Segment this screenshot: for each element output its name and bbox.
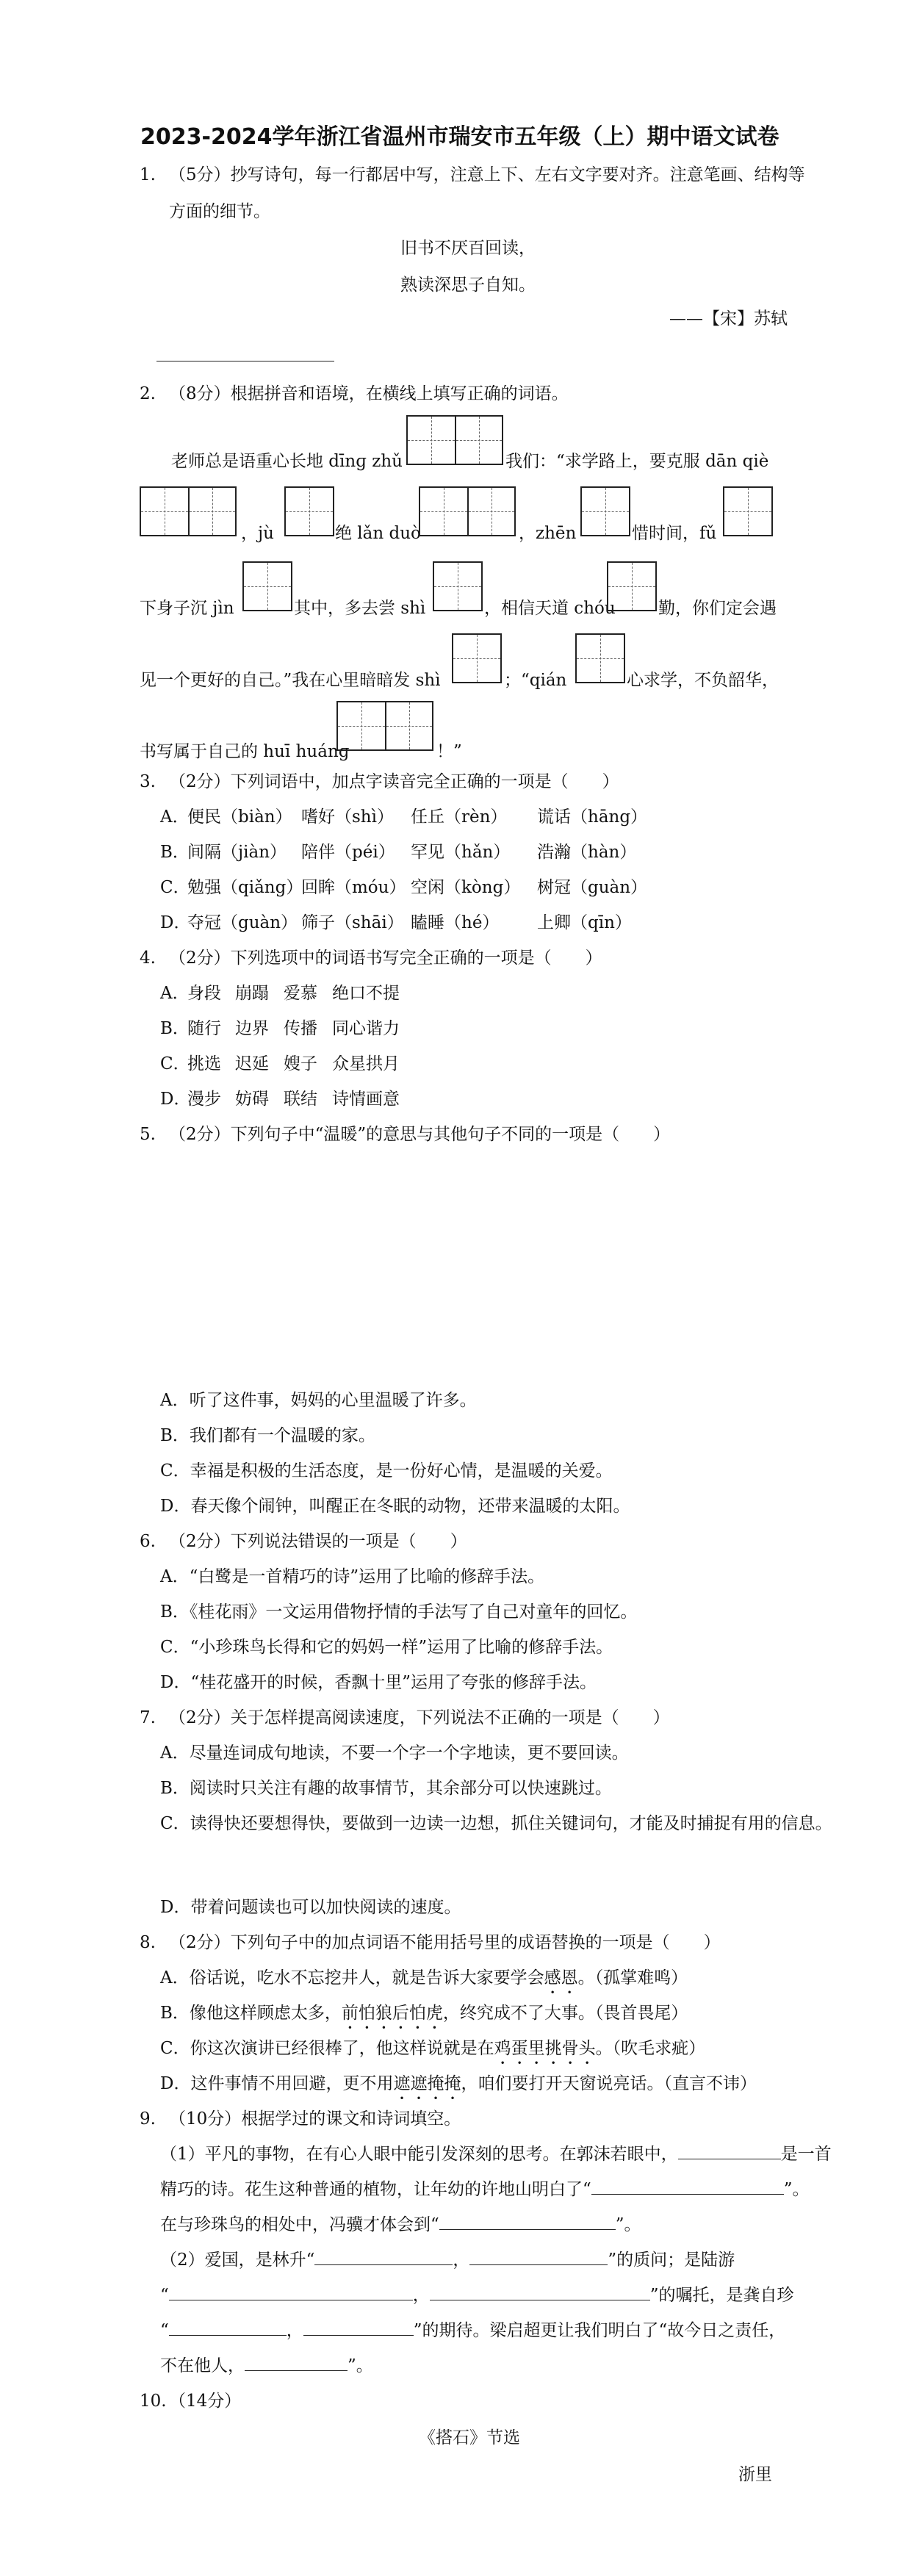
q9-blank-4[interactable] (314, 2248, 453, 2265)
q9-blank-8[interactable] (169, 2319, 287, 2336)
q2-line2-part4: 惜时间，fǔ (632, 524, 717, 543)
q3-d-word1: 夺冠（guàn） (187, 913, 298, 932)
q3-a-word4: 谎话（hāng） (537, 807, 648, 827)
q2-grid-shi[interactable] (433, 561, 483, 611)
q5-option-a[interactable]: A．听了这件事，妈妈的心里温暖了许多。 (160, 1391, 477, 1410)
q5-number: 5. (140, 1125, 156, 1144)
q1-poem-line1: 旧书不厌百回读， (400, 239, 536, 258)
q7-option-b[interactable]: B．阅读时只关注有趣的故事情节，其余部分可以快速跳过。 (160, 1779, 612, 1798)
q2-grid-huihuang[interactable] (336, 701, 433, 751)
q3-d-word2: 筛子（shāi） (301, 913, 404, 932)
q9-p1-line2: 精巧的诗。花生这种普通的植物，让年幼的许地山明白了“ ”。 (160, 2178, 810, 2201)
q5-option-b[interactable]: B．我们都有一个温暖的家。 (160, 1426, 375, 1445)
q2-grid-ju[interactable] (284, 486, 334, 536)
q3-c-word3: 空闲（kòng） (411, 878, 521, 897)
q6-number: 6. (140, 1532, 156, 1551)
q2-line2-part3: ，zhēn (519, 524, 577, 543)
q1-stem-line1: （5分）抄写诗句，每一行都居中写，注意上下、左右文字要对齐。注意笔画、结构等 (169, 165, 805, 184)
q9-blank-9[interactable] (303, 2319, 414, 2336)
q3-a-word3: 任丘（rèn） (411, 807, 508, 827)
q2-grid-qian[interactable] (575, 633, 625, 683)
q2-line3-part1: 下身子沉 jìn (140, 599, 234, 618)
q2-line4-part2: ；“qián (504, 671, 567, 690)
q3-a-word1: 便民（biàn） (187, 807, 292, 827)
q3-stem: （2分）下列词语中，加点字读音完全正确的一项是（ ） (169, 772, 619, 791)
q1-poem-line2: 熟读深思子自知。 (400, 276, 536, 295)
q3-b-word1: 间隔（jiàn） (187, 843, 287, 862)
q10-passage-title: 《搭石》节选 (419, 2428, 520, 2447)
q3-option-d[interactable]: D． (160, 913, 191, 932)
q9-p2-line2: “ ， ”的嘱托，是龚自珍 (160, 2284, 794, 2307)
q9-p2-line3: “ ， ”的期待。梁启超更让我们明白了“故今日之责任， (160, 2319, 785, 2342)
q9-blank-3[interactable] (439, 2213, 616, 2230)
q9-p1-line1: （1）平凡的事物，在有心人眼中能引发深刻的思考。在郭沫若眼中， 是一首 (160, 2143, 832, 2166)
q10-passage-author: 浙里 (738, 2465, 772, 2484)
q4-b-word3: 传播 (284, 1019, 317, 1038)
q2-line5-part2: ！” (436, 742, 462, 761)
q2-line2-part1: ，jù (241, 524, 274, 543)
q2-grid-lanyduo[interactable] (419, 486, 516, 536)
q2-stem: （8分）根据拼音和语境，在横线上填写正确的词语。 (169, 384, 569, 403)
q9-stem: （10分）根据学过的课文和诗词填空。 (169, 2109, 461, 2129)
q3-number: 3. (140, 772, 156, 791)
page-title: 2023-2024学年浙江省温州市瑞安市五年级（上）期中语文试卷 (140, 124, 779, 150)
q2-grid-jin[interactable] (242, 561, 292, 611)
q2-line3-part4: 勤，你们定会遇 (658, 599, 777, 618)
q4-d-word1: 漫步 (187, 1090, 221, 1109)
q9-blank-7[interactable] (430, 2284, 650, 2300)
q3-c-word4: 树冠（guàn） (537, 878, 648, 897)
q9-blank-2[interactable] (591, 2178, 784, 2195)
q9-p1-line3: 在与珍珠鸟的相处中，冯骥才体会到“ ”。 (160, 2213, 641, 2237)
q2-line3-part2: 其中，多去尝 shì (294, 599, 426, 618)
q2-line5-part1: 书写属于自己的 huī huánɡ (140, 742, 350, 761)
q3-option-b[interactable]: B． (160, 843, 190, 862)
q3-b-word3: 罕见（hǎn） (411, 843, 511, 862)
q4-d-word3: 联结 (284, 1090, 317, 1109)
q8-option-d[interactable]: D．这件事情不用回避，更不用遮遮掩掩，咱们要打开天窗说亮话。（直言不讳） (160, 2074, 757, 2093)
q2-grid-danqie[interactable] (140, 486, 237, 536)
q5-option-d[interactable]: D．春天像个闹钟，叫醒正在冬眠的动物，还带来温暖的太阳。 (160, 1497, 630, 1516)
q1-poem-author: ——【宋】苏轼 (669, 309, 788, 328)
q10-stem: （14分） (169, 2392, 242, 2411)
q3-a-word2: 嗜好（shì） (301, 807, 394, 827)
q2-grid-fu[interactable] (723, 486, 773, 536)
q2-grid-shi2[interactable] (452, 633, 502, 683)
q8-option-b[interactable]: B．像他这样顾虑太多，前怕狼后怕虎，终究成不了大事。（畏首畏尾） (160, 2004, 688, 2023)
q2-line2-part2: 绝 lǎn duò (335, 524, 421, 543)
q2-line3-part3: ，相信天道 chóu (484, 599, 616, 618)
q4-a-word3: 爱慕 (284, 984, 317, 1003)
q5-option-c[interactable]: C．幸福是积极的生活态度，是一份好心情，是温暖的关爱。 (160, 1461, 613, 1481)
q4-number: 4. (140, 949, 156, 968)
q1-number: 1. (140, 165, 156, 184)
q4-a-word2: 崩蹋 (235, 984, 269, 1003)
q3-option-a[interactable]: A． (160, 807, 190, 827)
q9-blank-1[interactable] (678, 2143, 781, 2159)
q6-stem: （2分）下列说法错误的一项是（ ） (169, 1532, 467, 1551)
q6-option-d[interactable]: D．“桂花盛开的时候，香飘十里”运用了夸张的修辞手法。 (160, 1673, 597, 1692)
q4-c-word2: 迟延 (235, 1054, 269, 1073)
q7-option-c[interactable]: C．读得快还要想得快，要做到一边读一边想，抓住关键词句，才能及时捕捉有用的信息。 (160, 1814, 832, 1833)
q3-b-word4: 浩瀚（hàn） (537, 843, 637, 862)
q4-stem: （2分）下列选项中的词语书写完全正确的一项是（ ） (169, 949, 602, 968)
q4-b-word1: 随行 (187, 1019, 221, 1038)
q6-option-a[interactable]: A．“白鹭是一首精巧的诗”运用了比喻的修辞手法。 (160, 1567, 545, 1586)
q4-option-c[interactable]: C． (160, 1054, 190, 1073)
q3-d-word4: 上卿（qīn） (537, 913, 632, 932)
q2-line1-part1: 老师总是语重心长地 dīnɡ zhǔ (171, 452, 403, 471)
q4-d-word4: 诗情画意 (332, 1090, 400, 1109)
q4-a-word4: 绝口不提 (332, 984, 400, 1003)
q3-b-word2: 陪伴（péi） (301, 843, 395, 862)
q9-blank-5[interactable] (469, 2248, 608, 2265)
q4-c-word3: 嫂子 (284, 1054, 317, 1073)
q6-option-b[interactable]: B．《桂花雨》一文运用借物抒情的手法写了自己对童年的回忆。 (160, 1602, 638, 1622)
q2-grid-dingzhu[interactable] (406, 415, 503, 465)
q2-number: 2. (140, 384, 156, 403)
q9-blank-10[interactable] (245, 2354, 348, 2371)
q9-p2-line1: （2）爱国，是林升“ ， ”的质问；是陆游 (160, 2248, 735, 2272)
q4-option-a[interactable]: A． (160, 984, 190, 1003)
q3-c-word2: 回眸（móu） (301, 878, 406, 897)
q4-c-word4: 众星拱月 (332, 1054, 400, 1073)
q4-c-word1: 挑选 (187, 1054, 221, 1073)
q7-option-d[interactable]: D．带着问题读也可以加快阅读的速度。 (160, 1898, 461, 1917)
q8-option-a[interactable]: A．俗话说，吃水不忘挖井人，就是告诉大家要学会感恩。（孤掌难鸣） (160, 1968, 688, 1987)
q1-stem-line2: 方面的细节。 (169, 202, 270, 221)
q3-d-word3: 瞌睡（hé） (411, 913, 500, 932)
q2-grid-chou[interactable] (607, 561, 657, 611)
q9-p2-line4: 不在他人， ”。 (160, 2354, 373, 2378)
q6-option-c[interactable]: C．“小珍珠鸟长得和它的妈妈一样”运用了比喻的修辞手法。 (160, 1638, 613, 1657)
q4-b-word2: 边界 (235, 1019, 269, 1038)
q3-option-c[interactable]: C． (160, 878, 190, 897)
q10-number: 10. (140, 2392, 167, 2411)
q8-option-c[interactable]: C．你这次演讲已经很棒了，他这样说就是在鸡蛋里挑骨头。（吹毛求疵） (160, 2039, 706, 2058)
q4-a-word1: 身段 (187, 984, 221, 1003)
q9-blank-6[interactable] (169, 2284, 413, 2300)
q2-line1-part2: 我们：“求学路上，要克服 dān qiè (505, 452, 769, 471)
q4-option-d[interactable]: D． (160, 1090, 191, 1109)
q8-number: 8. (140, 1933, 156, 1952)
q2-line4-part3: 心求学，不负韶华， (627, 671, 779, 690)
q5-stem: （2分）下列句子中“温暖”的意思与其他句子不同的一项是（ ） (169, 1125, 671, 1144)
q2-grid-zhen[interactable] (580, 486, 630, 536)
q3-c-word1: 勉强（qiǎng） (187, 878, 303, 897)
q7-number: 7. (140, 1708, 156, 1727)
q8-stem: （2分）下列句子中的加点词语不能用括号里的成语替换的一项是（ ） (169, 1933, 721, 1952)
q9-number: 9. (140, 2109, 156, 2129)
q4-b-word4: 同心谐力 (332, 1019, 400, 1038)
q4-option-b[interactable]: B． (160, 1019, 190, 1038)
q2-line4-part1: 见一个更好的自己。”我在心里暗暗发 shì (140, 671, 441, 690)
q7-stem: （2分）关于怎样提高阅读速度，下列说法不正确的一项是（ ） (169, 1708, 670, 1727)
q4-d-word2: 妨碍 (235, 1090, 269, 1109)
q7-option-a[interactable]: A．尽量连词成句地读，不要一个字一个字地读，更不要回读。 (160, 1744, 629, 1763)
